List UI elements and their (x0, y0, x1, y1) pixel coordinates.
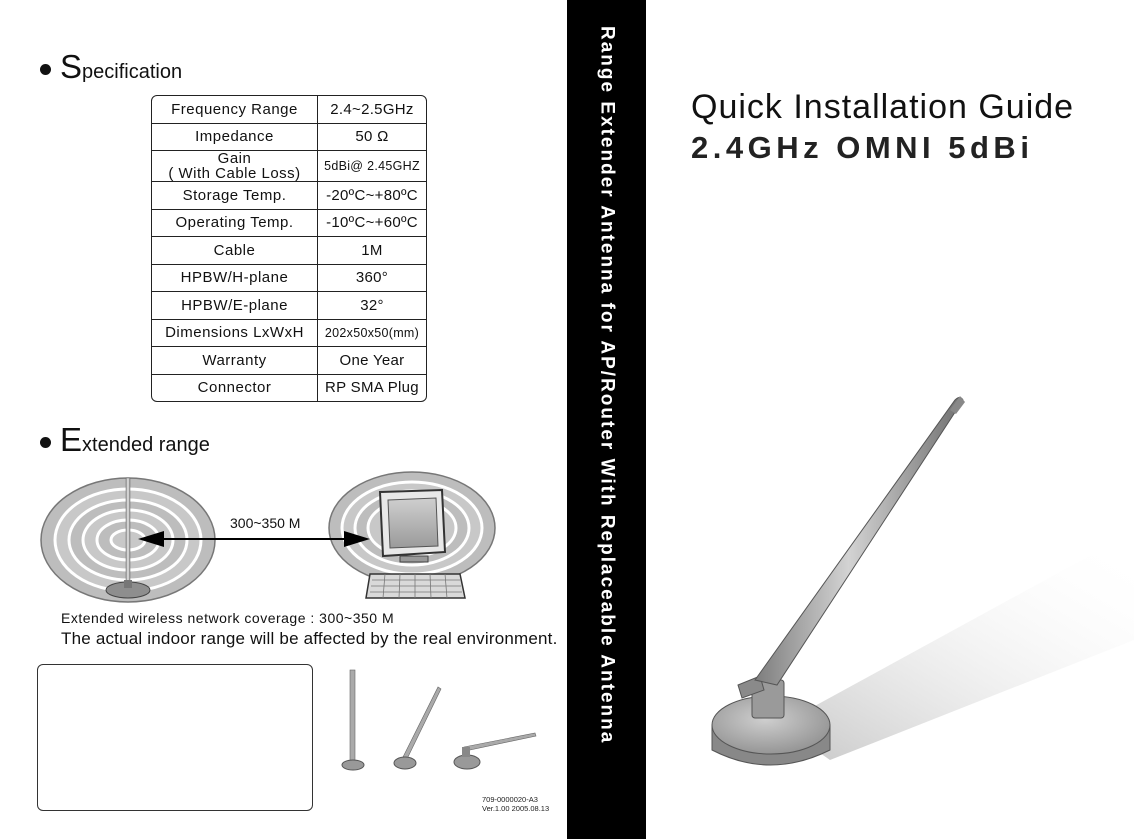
spec-label: Dimensions LxWxH (152, 320, 318, 347)
spec-label: Connector (152, 375, 318, 402)
tilted-antenna-icon (394, 687, 441, 769)
spec-value: One Year (339, 351, 405, 369)
spec-value: 50 Ω (355, 128, 389, 146)
spec-row (152, 375, 426, 402)
spec-label: HPBW/E-plane (152, 292, 318, 319)
spec-value: -10ºC~+60ºC (326, 214, 418, 232)
antenna-base (712, 676, 830, 765)
spec-row (152, 320, 426, 348)
environment-note: The actual indoor range will be affected by the real environment. (61, 629, 558, 648)
spec-label: Frequency Range (152, 96, 318, 123)
antenna-mounting-illustrations (330, 665, 550, 780)
specification-heading: S pecification (40, 50, 182, 84)
spec-label: HPBW/H-plane (152, 265, 318, 292)
spec-row (152, 96, 426, 124)
bullet-icon (40, 437, 51, 448)
bullet-icon (40, 64, 51, 75)
spec-row (152, 292, 426, 320)
spec-value: -20ºC~+80ºC (326, 186, 418, 204)
guide-subtitle: 2.4GHz OMNI 5dBi (691, 130, 1034, 165)
extended-range-heading: E xtended range (40, 423, 210, 457)
flat-antenna-icon (454, 733, 536, 769)
spec-row (152, 237, 426, 265)
spec-value: 360° (355, 269, 389, 287)
spec-label: Impedance (152, 124, 318, 151)
document-code: 709-0000020-A3 Ver.1.00 2005.08.13 (482, 795, 550, 813)
coverage-note: Extended wireless network coverage : 300~350 M (61, 610, 395, 626)
spec-row (152, 265, 426, 293)
spec-value: 5dBi@ 2.45GHZ (324, 159, 420, 173)
spec-value: 202x50x50(mm) (324, 325, 420, 340)
spec-value: RP SMA Plug (325, 379, 419, 397)
spec-value: 1M (361, 241, 383, 259)
spec-label: Warranty (152, 347, 318, 374)
blank-box (37, 664, 313, 811)
guide-title: Quick Installation Guide (691, 88, 1075, 126)
spec-row (152, 182, 426, 210)
spec-row (152, 151, 426, 182)
spec-label: Cable (152, 237, 318, 264)
range-diagram (40, 470, 500, 610)
spec-label: Storage Temp. (152, 182, 318, 209)
spec-label: Gain ( With Cable Loss) (152, 151, 318, 181)
antenna-photo (660, 380, 1134, 810)
spec-label: Operating Temp. (152, 210, 318, 237)
spec-value: 32° (360, 296, 384, 314)
distance-label: 300~350 M (230, 515, 301, 531)
spec-row (152, 347, 426, 375)
upright-antenna-icon (342, 670, 364, 770)
spine-title: Range Extender Antenna for AP/Router With Replaceable Antenna (596, 26, 618, 745)
spec-value: 2.4~2.5GHz (330, 100, 414, 118)
specification-table (151, 95, 427, 402)
spec-row (152, 210, 426, 238)
spec-row (152, 124, 426, 152)
